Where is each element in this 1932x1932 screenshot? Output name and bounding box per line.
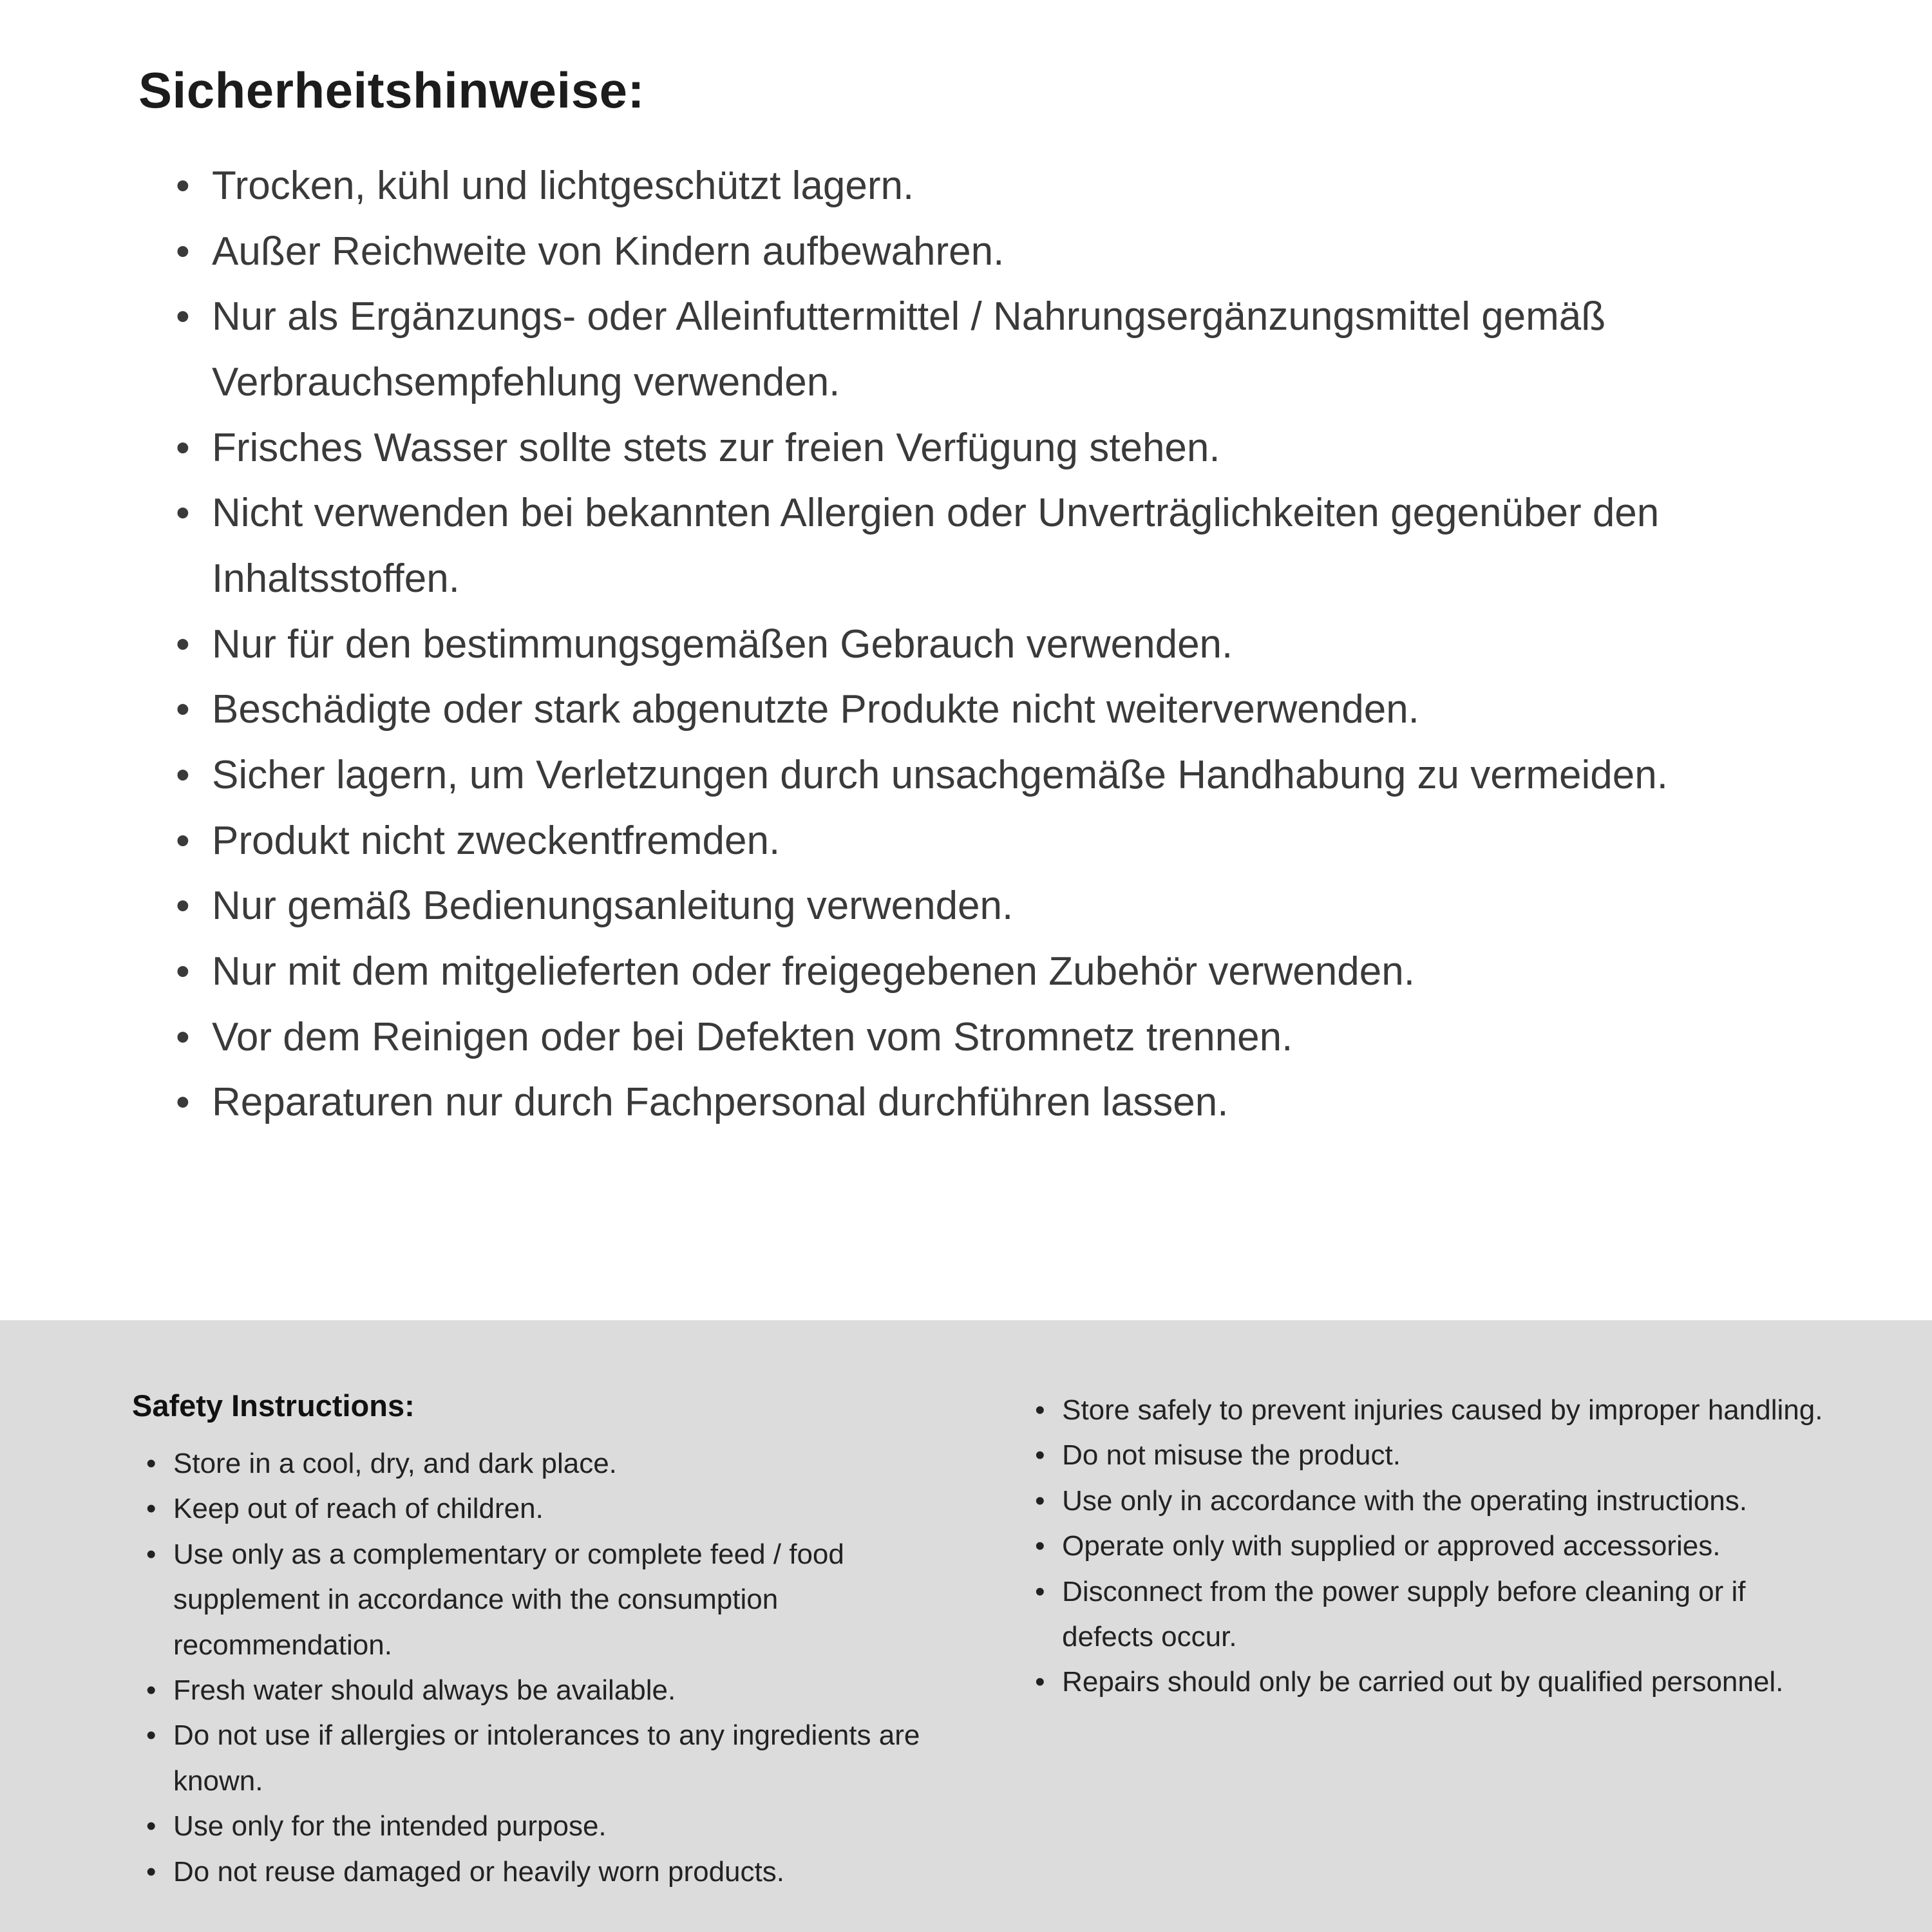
list-item: • Trocken, kühl und lichtgeschützt lagern.: [176, 153, 1829, 219]
list-item: • Reparaturen nur durch Fachpersonal durchführen lassen.: [176, 1070, 1829, 1135]
list-item: • Beschädigte oder stark abgenutzte Produkte nicht weiterverwenden.: [176, 677, 1829, 743]
list-item: • Sicher lagern, um Verletzungen durch unsachgemäße Handhabung zu vermeiden.: [176, 743, 1829, 808]
list-item: • Store safely to prevent injuries caused by improper handling.: [1035, 1388, 1842, 1433]
english-title: Safety Instructions:: [132, 1388, 415, 1423]
german-list: [138, 153, 1829, 1135]
list-item: • Fresh water should always be available.: [146, 1668, 977, 1713]
english-section: [0, 1320, 1932, 1932]
list-item: • Frisches Wasser sollte stets zur freien Verfügung stehen.: [176, 415, 1829, 481]
list-item: • Nur für den bestimmungsgemäßen Gebrauch verwenden.: [176, 612, 1829, 677]
list-item: • Nur gemäß Bedienungsanleitung verwenden.: [176, 873, 1829, 939]
list-item: • Vor dem Reinigen oder bei Defekten vom Stromnetz trennen.: [176, 1005, 1829, 1070]
german-title: Sicherheitshinweise:: [138, 62, 645, 118]
english-list-left: [132, 1441, 977, 1895]
english-column-left: [132, 1388, 977, 1932]
list-item: • Use only for the intended purpose.: [146, 1804, 977, 1849]
list-item: • Store in a cool, dry, and dark place.: [146, 1441, 977, 1486]
list-item: • Produkt nicht zweckentfremden.: [176, 808, 1829, 874]
list-item: • Außer Reichweite von Kindern aufbewahren.: [176, 219, 1829, 285]
list-item: • Keep out of reach of children.: [146, 1486, 977, 1531]
list-item: • Do not misuse the product.: [1035, 1433, 1842, 1478]
list-item: • Do not reuse damaged or heavily worn products.: [146, 1850, 977, 1895]
list-item: • Use only in accordance with the operating instructions.: [1035, 1479, 1842, 1524]
list-item: • Operate only with supplied or approved accessories.: [1035, 1524, 1842, 1569]
list-item: • Nicht verwenden bei bekannten Allergien oder Unverträglichkeiten gegenüber den Inhaltsstoffen.: [176, 480, 1829, 611]
list-item: • Use only as a complementary or complete feed / food supplement in accordance with the consumption recommendation.: [146, 1532, 977, 1668]
list-item: • Repairs should only be carried out by qualified personnel.: [1035, 1660, 1842, 1705]
english-column-right: [1035, 1388, 1842, 1932]
list-item: • Disconnect from the power supply before cleaning or if defects occur.: [1035, 1569, 1842, 1660]
list-item: • Nur als Ergänzungs- oder Alleinfuttermittel / Nahrungsergänzungsmittel gemäß Verbrauchsempfehlung verwenden.: [176, 284, 1829, 415]
english-list-right: [1035, 1388, 1842, 1705]
list-item: • Nur mit dem mitgelieferten oder freigegebenen Zubehör verwenden.: [176, 939, 1829, 1005]
list-item: • Do not use if allergies or intolerances to any ingredients are known.: [146, 1713, 977, 1804]
